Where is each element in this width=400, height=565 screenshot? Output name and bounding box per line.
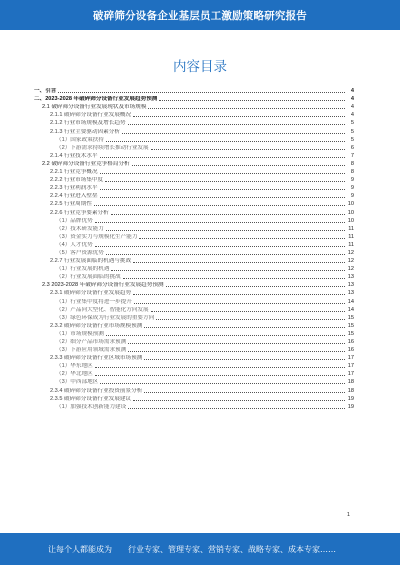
toc-entry-text: 2.3.3 破碎筛分设备行业区域市场预测 xyxy=(50,355,143,362)
toc-entry[interactable] xyxy=(34,167,354,175)
toc-entry-text: 2.3.1 破碎筛分设备行业发展趋势 xyxy=(50,290,132,297)
toc-entry[interactable] xyxy=(34,135,354,143)
toc-entry-page: 17 xyxy=(347,371,354,378)
toc-entry-text: 2.2.6 行业竞争要素分析 xyxy=(50,209,109,216)
toc-entry[interactable] xyxy=(34,159,354,167)
toc-entry-text: （3）资金实力与规模化生产能力 xyxy=(56,233,138,240)
toc-entry-page: 13 xyxy=(347,274,354,281)
toc-entry[interactable] xyxy=(34,369,354,377)
toc-entry-page: 4 xyxy=(350,96,354,103)
toc-entry-text: 2.1.4 行业技术水平 xyxy=(50,152,98,159)
toc-entry[interactable] xyxy=(34,94,354,102)
toc-entry[interactable] xyxy=(34,280,354,288)
toc-entry-page: 12 xyxy=(347,249,354,256)
dot-leader xyxy=(133,115,345,117)
toc-entry-text: 2.3.2 破碎筛分设备行业市场规模预测 xyxy=(50,322,143,329)
dot-leader xyxy=(151,310,345,312)
dot-leader xyxy=(128,123,345,125)
dot-leader xyxy=(156,318,345,320)
toc-entry-page: 19 xyxy=(347,403,354,410)
toc-entry-page: 14 xyxy=(347,306,354,313)
toc-entry[interactable] xyxy=(34,264,354,272)
dot-leader xyxy=(128,350,345,352)
dot-leader xyxy=(148,107,345,109)
toc-entry-text: 2.2.2 行业市场集中度 xyxy=(50,177,104,184)
toc-entry[interactable] xyxy=(34,232,354,240)
toc-entry-text: （2）下游需求持续增长推动行业发展 xyxy=(56,144,149,151)
dot-leader xyxy=(144,326,345,328)
footer-slogan xyxy=(48,544,336,555)
toc-entry-page: 15 xyxy=(347,314,354,321)
toc-entry-page: 10 xyxy=(347,217,354,224)
toc-entry[interactable] xyxy=(34,256,354,264)
toc-entry-page: 8 xyxy=(350,160,354,167)
dot-leader xyxy=(111,269,345,271)
toc-entry-text: （2）行业发展面临的挑战 xyxy=(56,274,121,281)
header-banner xyxy=(0,0,400,30)
toc-entry[interactable] xyxy=(34,126,354,134)
toc-entry[interactable] xyxy=(34,143,354,151)
toc-entry-text: （2）技术研发能力 xyxy=(56,225,104,232)
toc-entry[interactable] xyxy=(34,361,354,369)
dot-leader xyxy=(144,391,345,393)
dot-leader xyxy=(133,261,345,263)
dot-leader xyxy=(100,172,345,174)
dot-leader xyxy=(106,334,345,336)
toc-entry[interactable] xyxy=(34,224,354,232)
dot-leader xyxy=(95,374,345,376)
toc-entry-text: （1）加强技术创新能力建设 xyxy=(56,403,127,410)
dot-leader xyxy=(106,140,345,142)
toc-entry-text: 2.2.1 行业竞争概况 xyxy=(50,169,98,176)
toc-entry[interactable] xyxy=(34,191,354,199)
toc-entry[interactable] xyxy=(34,272,354,280)
dot-leader xyxy=(106,229,345,231)
dot-leader xyxy=(128,342,345,344)
toc-entry-page: 10 xyxy=(347,201,354,208)
toc-entry-page: 18 xyxy=(347,379,354,386)
toc-entry-text: （3）中西部地区 xyxy=(56,379,99,386)
dot-leader xyxy=(100,196,345,198)
dot-leader xyxy=(122,132,345,134)
toc-entry-page: 5 xyxy=(350,128,354,135)
toc-entry[interactable] xyxy=(34,86,354,94)
toc-entry[interactable] xyxy=(34,385,354,393)
dot-leader xyxy=(111,213,345,215)
toc-entry[interactable] xyxy=(34,110,354,118)
dot-leader xyxy=(100,382,345,384)
toc-entry[interactable] xyxy=(34,183,354,191)
dot-leader xyxy=(123,277,345,279)
toc-entry-page: 9 xyxy=(350,177,354,184)
toc-entry[interactable] xyxy=(34,345,354,353)
toc-entry[interactable] xyxy=(34,296,354,304)
toc-entry-text: 2.2 破碎筛分设备行业竞争格局分析 xyxy=(42,160,130,167)
toc-entry-text: 2.1.1 破碎筛分设备行业发展概况 xyxy=(50,112,132,119)
toc-entry-text: （1）市场规模预测 xyxy=(56,330,104,337)
toc-entry-text: （1）行业集中度将进一步提升 xyxy=(56,298,132,305)
footer-lead: 让每个人都能成为 xyxy=(48,544,112,554)
toc-entry-text: 2.2.4 行业进入壁垒 xyxy=(50,193,98,200)
toc-entry-page: 9 xyxy=(350,185,354,192)
page-number: 1 xyxy=(346,512,350,518)
toc-entry-page: 15 xyxy=(347,322,354,329)
toc-entry-text: （4）人才优势 xyxy=(56,241,93,248)
toc-entry[interactable] xyxy=(34,151,354,159)
table-of-contents xyxy=(34,86,354,410)
dot-leader xyxy=(151,148,345,150)
dot-leader xyxy=(133,293,345,295)
dot-leader xyxy=(166,285,345,287)
dot-leader xyxy=(133,399,345,401)
dot-leader xyxy=(106,253,345,255)
toc-entry-page: 4 xyxy=(350,112,354,119)
toc-entry-text: 2.3.4 破碎筛分设备行业投资前景分析 xyxy=(50,387,143,394)
toc-entry-page: 16 xyxy=(347,339,354,345)
toc-entry-text: 2.1 破碎筛分设备行业发展现状及市场规模 xyxy=(42,104,147,111)
toc-entry-text: （2）产品向大型化、智能化方向发展 xyxy=(56,306,149,313)
toc-entry-page: 18 xyxy=(347,387,354,394)
toc-entry[interactable] xyxy=(34,175,354,183)
toc-entry[interactable] xyxy=(34,402,354,410)
toc-entry[interactable] xyxy=(34,394,354,402)
toc-entry-text: 2.1.3 行业主要驱动因素分析 xyxy=(50,128,120,135)
toc-entry-page: 11 xyxy=(348,225,354,232)
toc-entry-text: 二、2023-2028 年破碎筛分设备行业发展趋势预测 xyxy=(34,96,158,103)
toc-entry-page: 17 xyxy=(347,355,354,362)
toc-entry-page: 10 xyxy=(347,209,354,216)
dot-leader xyxy=(100,156,345,158)
toc-entry[interactable] xyxy=(34,216,354,224)
toc-entry[interactable] xyxy=(34,313,354,321)
toc-entry[interactable] xyxy=(34,207,354,215)
dot-leader xyxy=(144,358,345,360)
report-title: 破碎筛分设备企业基层员工激励策略研究报告 xyxy=(93,9,307,22)
toc-entry-page: 13 xyxy=(347,282,354,289)
footer-roles: 行业专家、管理专家、营销专家、战略专家、成本专家…… xyxy=(128,544,336,554)
toc-entry-text: （1）品牌优势 xyxy=(56,217,93,224)
toc-entry-text: 2.3.5 破碎筛分设备行业发展建议 xyxy=(50,395,132,402)
dot-leader xyxy=(95,366,345,368)
toc-entry-text: （3）下游应用领域需求预测 xyxy=(56,347,127,354)
toc-entry-page: 14 xyxy=(347,298,354,305)
toc-entry-text: 2.3 2023-2028 年破碎筛分设备行业发展趋势预测 xyxy=(42,282,164,289)
toc-entry-page: 8 xyxy=(350,169,354,176)
toc-entry[interactable] xyxy=(34,305,354,313)
footer-banner xyxy=(0,533,400,565)
dot-leader xyxy=(95,221,345,223)
toc-entry-text: （5）客户资源优势 xyxy=(56,249,104,256)
dot-leader xyxy=(139,237,345,239)
toc-entry-text: （3）绿色环保成为行业发展的重要方向 xyxy=(56,314,155,321)
toc-entry-page: 19 xyxy=(347,395,354,402)
toc-entry-text: 一、引言 xyxy=(34,88,57,95)
toc-entry-page: 9 xyxy=(350,193,354,200)
toc-entry-page: 11 xyxy=(348,241,354,248)
toc-entry-page: 4 xyxy=(350,104,354,111)
dot-leader xyxy=(100,188,345,190)
dot-leader xyxy=(94,204,345,206)
dot-leader xyxy=(134,302,345,304)
toc-entry[interactable] xyxy=(34,240,354,248)
toc-entry-page: 12 xyxy=(347,258,354,265)
toc-entry-page: 13 xyxy=(347,290,354,297)
toc-entry[interactable] xyxy=(34,337,354,345)
toc-entry-text: 2.2.3 行业利润水平 xyxy=(50,185,98,192)
toc-entry[interactable] xyxy=(34,102,354,110)
dot-leader xyxy=(105,180,345,182)
toc-entry-page: 12 xyxy=(347,266,354,273)
dot-leader xyxy=(132,164,345,166)
toc-entry[interactable] xyxy=(34,288,354,296)
dot-leader xyxy=(159,99,345,101)
dot-leader xyxy=(58,91,345,93)
toc-entry-page: 4 xyxy=(350,88,354,95)
toc-entry[interactable] xyxy=(34,199,354,207)
toc-entry-page: 11 xyxy=(348,233,354,240)
toc-entry[interactable] xyxy=(34,377,354,385)
toc-entry-page: 6 xyxy=(350,144,354,151)
dot-leader xyxy=(128,407,345,409)
toc-heading: 内容目录 xyxy=(173,59,227,75)
toc-entry[interactable] xyxy=(34,329,354,337)
toc-entry-text: （1）行业发展的机遇 xyxy=(56,266,110,273)
toc-entry-page: 7 xyxy=(350,152,354,159)
toc-entry-text: 2.2.5 行业周期性 xyxy=(50,201,92,208)
toc-entry-text: （1）国家政策扶持 xyxy=(56,136,104,143)
toc-entry-page: 15 xyxy=(347,330,354,337)
toc-entry-text: 2.1.2 行业市场规模及增长趋势 xyxy=(50,120,126,127)
toc-entry-text: 2.2.7 行业发展面临的机遇与挑战 xyxy=(50,258,132,265)
toc-entry-text: （2）华北地区 xyxy=(56,371,93,378)
toc-entry-page: 16 xyxy=(347,347,354,354)
toc-entry-page: 17 xyxy=(347,363,354,370)
toc-entry[interactable] xyxy=(34,321,354,329)
dot-leader xyxy=(95,245,345,247)
toc-entry-page: 5 xyxy=(350,120,354,127)
toc-entry[interactable] xyxy=(34,248,354,256)
toc-entry-page: 5 xyxy=(350,136,354,143)
toc-entry[interactable] xyxy=(34,353,354,361)
toc-entry-text: （2）细分产品市场需求预测 xyxy=(56,339,127,345)
toc-entry[interactable] xyxy=(34,118,354,126)
toc-entry-text: （1）华东地区 xyxy=(56,363,93,370)
